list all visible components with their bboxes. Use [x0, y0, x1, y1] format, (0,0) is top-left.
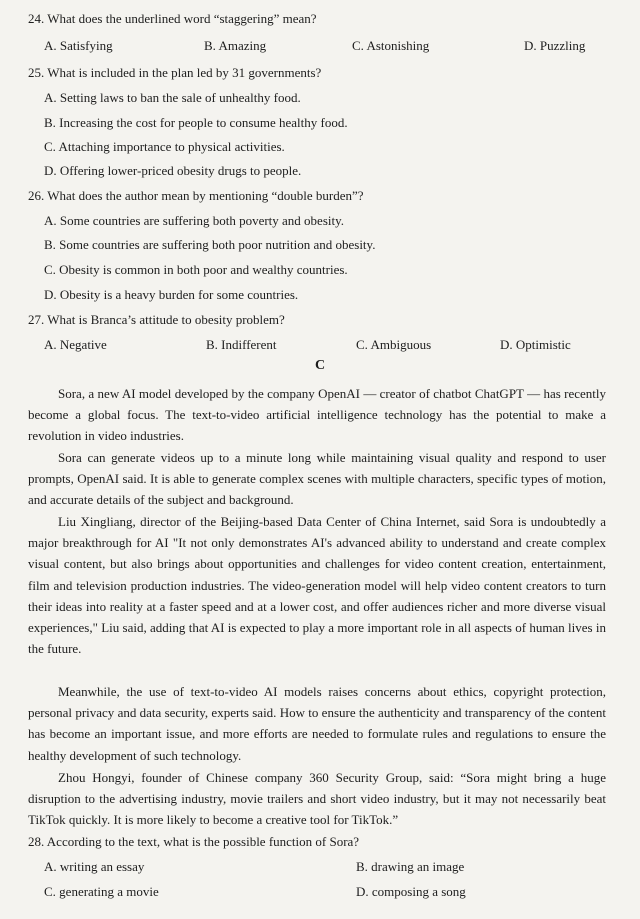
option-24-d: D. Puzzling — [524, 38, 586, 53]
option-24-c: C. Astonishing — [352, 38, 430, 53]
question-27-options — [0, 335, 640, 355]
option-26-c: C. Obesity is common in both poor and wealthy countries. — [44, 262, 348, 277]
passage-paragraph-2: Sora can generate videos up to a minute long while maintaining visual quality and respond to user prompts, OpenAI said. It is able to generate complex scenes with multiple characters, specific types of motion, and accurate details of the subject and background. — [28, 450, 606, 508]
option-28-b: B. drawing an image — [356, 859, 465, 874]
option-25-b: B. Increasing the cost for people to consume healthy food. — [44, 115, 348, 130]
option-25-c: C. Attaching importance to physical activities. — [44, 139, 285, 154]
passage-paragraph-3: Liu Xingliang, director of the Beijing-based Data Center of China Internet, said Sora is undoubtedly a major breakthrough for AI "It not only demonstrates AI's advanced ability to understand and create complex visual content, but also brings about opportunities and challenges for video content creation, entertainment, film and television production industries. The video-generation model will help video content creators to turn their ideas into reality at a faster speed and at a lower cost, and offer audiences richer and more diverse visual experiences," Liu said, adding that AI is expected to play a more important role in all aspects of human lives in the future. — [28, 514, 606, 657]
option-26-a: A. Some countries are suffering both poverty and obesity. — [44, 213, 345, 228]
question-28-stem: 28. According to the text, what is the possible function of Sora? — [28, 834, 360, 849]
option-28-c: C. generating a movie — [44, 884, 159, 899]
question-25-stem: 25. What is included in the plan led by 31 governments? — [28, 65, 322, 80]
question-28-options-row-1 — [0, 857, 640, 877]
question-28-options-row-2 — [0, 882, 640, 902]
question-24-options — [0, 36, 640, 56]
option-27-d: D. Optimistic — [500, 337, 571, 352]
option-27-a: A. Negative — [44, 337, 107, 352]
option-24-a: A. Satisfying — [44, 38, 113, 53]
section-label: C — [314, 358, 326, 373]
option-27-c: C. Ambiguous — [356, 337, 432, 352]
question-24-stem: 24. What does the underlined word “staggering” mean? — [28, 11, 317, 26]
option-24-b: B. Amazing — [204, 38, 267, 53]
option-25-d: D. Offering lower-priced obesity drugs to people. — [44, 163, 302, 178]
option-28-d: D. composing a song — [356, 884, 466, 899]
question-26-stem: 26. What does the author mean by mentioning “double burden”? — [28, 188, 364, 203]
option-26-d: D. Obesity is a heavy burden for some countries. — [44, 287, 299, 302]
option-25-a: A. Setting laws to ban the sale of unhealthy food. — [44, 90, 301, 105]
passage-paragraph-1: Sora, a new AI model developed by the company OpenAI — creator of chatbot ChatGPT — has recently become a global focus. The text-to-video artificial intelligence technology has the potential to make a revolution in video industries. — [28, 386, 606, 444]
passage-paragraph-5: Zhou Hongyi, founder of Chinese company 360 Security Group, said: “Sora might bring a huge disruption to the advertising industry, movie trailers and short video industry, but it may not necessarily beat TikTok quickly. It is more likely to become a creative tool for TikTok.” — [28, 770, 606, 828]
question-27-stem: 27. What is Branca’s attitude to obesity problem? — [28, 312, 285, 327]
option-27-b: B. Indifferent — [206, 337, 277, 352]
option-26-b: B. Some countries are suffering both poor nutrition and obesity. — [44, 237, 376, 252]
option-28-a: A. writing an essay — [44, 859, 145, 874]
passage-paragraph-4: Meanwhile, the use of text-to-video AI models raises concerns about ethics, copyright protection, personal privacy and data security, experts said. How to ensure the authenticity and transparency of the content has become an important issue, and more efforts are needed to formulate rules and regulations to ensure the healthy development of such technology. — [28, 684, 606, 763]
